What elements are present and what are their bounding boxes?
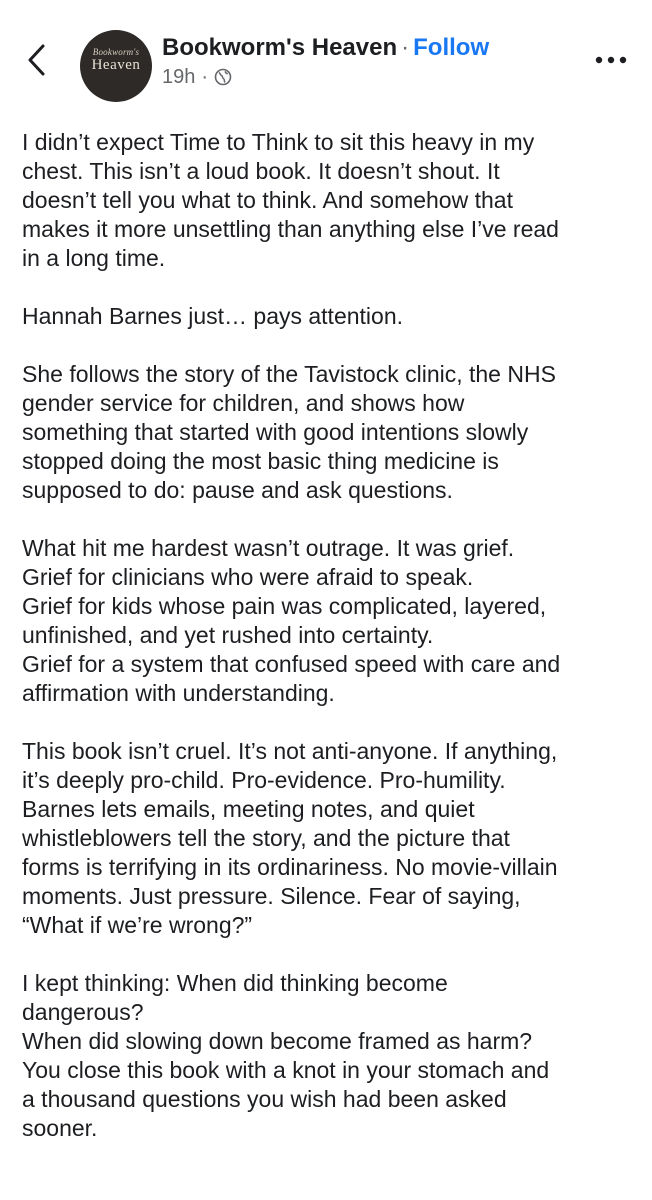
post-paragraph [22,737,638,940]
post-text [22,128,638,1172]
post-text-line: supposed to do: pause and ask questions. [22,477,453,503]
post-text-line: a thousand questions you wish had been asked [22,1086,507,1112]
globe-icon [214,68,232,86]
back-button[interactable] [22,40,52,80]
post-text-line: sooner. [22,1115,98,1141]
post-text-line: makes it more unsettling than anything else I’ve read [22,216,559,242]
post-text-line: Barnes lets emails, meeting notes, and quiet [22,796,475,822]
name-separator: · [401,34,410,61]
post-text-line: Grief for clinicians who were afraid to speak. [22,564,474,590]
post-text-line: Hannah Barnes just… pays attention. [22,303,404,329]
follow-button[interactable]: Follow [413,34,490,61]
post-text-line: I didn’t expect Time to Think to sit this heavy in my [22,129,535,155]
post-text-line: Grief for kids whose pain was complicated, layered, [22,593,547,619]
post-text-line: in a long time. [22,245,166,271]
post-text-line: affirmation with understanding. [22,680,335,706]
post-paragraph [22,128,638,273]
page-name-link[interactable]: Bookworm's Heaven [162,34,398,61]
more-horizontal-icon [592,48,630,72]
avatar[interactable] [80,30,152,102]
avatar-logo-line2: Heaven [91,57,141,73]
post-text-line: doesn’t tell you what to think. And somehow that [22,187,513,213]
post-text-line: moments. Just pressure. Silence. Fear of saying, [22,883,521,909]
post-text-line: forms is terrifying in its ordinariness. No movie-villain [22,854,558,880]
post-text-line: whistleblowers tell the story, and the picture that [22,825,510,851]
more-options-button[interactable] [592,48,630,72]
post-text-line: unfinished, and yet rushed into certainty. [22,622,434,648]
author-row [162,32,489,64]
post-text-line: When did slowing down become framed as harm? [22,1028,533,1054]
post-meta [162,64,232,90]
post-text-line: I kept thinking: When did thinking become [22,970,448,996]
post-paragraph [22,969,638,1143]
meta-separator: · [201,66,209,88]
post-text-line: stopped doing the most basic thing medicine is [22,448,499,474]
post-text-line: something that started with good intentions slowly [22,419,529,445]
post-text-line: chest. This isn’t a loud book. It doesn’t shout. It [22,158,500,184]
post-text-line: it’s deeply pro-child. Pro-evidence. Pro-humility. [22,767,506,793]
post-text-line: Grief for a system that confused speed with care and [22,651,561,677]
post-paragraph [22,360,638,505]
post-paragraph [22,302,638,331]
avatar-logo-line1: Bookworm's [92,47,140,57]
post-paragraph [22,534,638,708]
post-text-line: You close this book with a knot in your stomach and [22,1057,550,1083]
post-header [0,0,652,112]
post-text-line: She follows the story of the Tavistock clinic, the NHS [22,361,556,387]
post-text-line: “What if we’re wrong?” [22,912,253,938]
post-text-line: What hit me hardest wasn’t outrage. It was grief. [22,535,515,561]
post-text-line: dangerous? [22,999,144,1025]
post-text-line: gender service for children, and shows how [22,390,465,416]
chevron-left-icon [22,40,52,80]
post-timestamp[interactable]: 19h [162,66,196,88]
post-text-line: This book isn’t cruel. It’s not anti-anyone. If anything, [22,738,558,764]
